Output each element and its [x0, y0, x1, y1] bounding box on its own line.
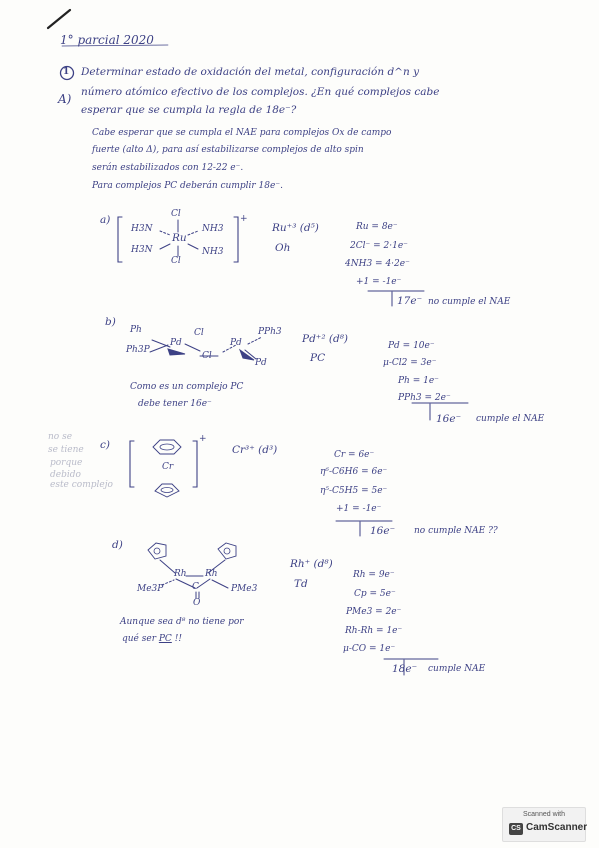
answer-line-2: fuerte (alto Δ), para así estabilizarse complejos de alto spin — [92, 145, 364, 155]
camscanner-logo-icon: CS — [509, 823, 523, 835]
faint-note-5: este complejo — [50, 480, 113, 490]
oxidation-state: Ru⁺³ (d⁵) — [272, 222, 319, 234]
camscanner-name: CamScanner — [526, 822, 588, 833]
page-title: 1° parcial 2020 — [60, 33, 154, 47]
ligand-h3n-bottom: H3N — [131, 245, 153, 255]
metal-cr: Cr — [162, 462, 174, 472]
bridge-cl-1: Cl — [194, 328, 204, 338]
metal-rh-right: Rh — [205, 569, 218, 579]
count-line-1: Ru = 8e⁻ — [356, 222, 398, 232]
count-line-4: PPh3 = 2e⁻ — [398, 393, 451, 403]
count-line-3: Ph = 1e⁻ — [398, 376, 439, 386]
count-line-1: Pd = 10e⁻ — [388, 341, 435, 351]
count-line-3: PMe3 = 2e⁻ — [346, 607, 402, 617]
note-line-1: Aunque sea d⁸ no tiene por — [120, 617, 244, 627]
ligand-nh3-bottom: NH3 — [202, 247, 224, 257]
electron-total: 16e⁻ — [370, 525, 396, 537]
count-line-3: η⁵-C5H5 = 5e⁻ — [320, 486, 388, 496]
note-line-1: Como es un complejo PC — [130, 382, 244, 392]
ligand-me3p: Me3P — [137, 584, 164, 594]
count-line-4: Rh-Rh = 1e⁻ — [345, 626, 403, 636]
complex-charge: + — [199, 434, 207, 444]
ligand-pme3: PMe3 — [231, 584, 258, 594]
ligand-ph: Ph — [130, 325, 142, 335]
geometry: Td — [294, 578, 308, 590]
ligand-ph3p: Ph3P — [126, 345, 150, 355]
bridge-cl-2: Cl — [202, 351, 212, 361]
count-line-2: Cp = 5e⁻ — [354, 589, 396, 599]
part-d-label: d) — [112, 539, 123, 551]
camscanner-badge — [502, 807, 586, 842]
ligand-pph3: PPh3 — [258, 327, 282, 337]
electron-total: 18e⁻ — [392, 663, 418, 675]
ligand-cl-top: Cl — [171, 209, 181, 219]
answer-label: A) — [58, 92, 72, 106]
count-line-2: η⁶-C6H6 = 6e⁻ — [320, 467, 388, 477]
question-line-1: Determinar estado de oxidación del metal, configuración d^n y — [81, 66, 420, 78]
count-line-4: +1 = -1e⁻ — [356, 277, 402, 287]
oxidation-state: Rh⁺ (d⁸) — [290, 558, 333, 570]
note-text: qué ser — [122, 634, 156, 644]
verdict: cumple el NAE — [476, 414, 545, 424]
faint-note-4: debido — [50, 470, 81, 480]
count-line-5: μ-CO = 1e⁻ — [343, 644, 396, 654]
electron-total: 17e⁻ — [397, 295, 423, 307]
carbonyl-c: C — [192, 582, 199, 592]
answer-line-1: Cabe esperar que se cumpla el NAE para complejos Ox de campo — [92, 128, 392, 138]
count-line-2: 2Cl⁻ = 2·1e⁻ — [350, 241, 408, 251]
verdict: no cumple NAE ?? — [414, 526, 498, 536]
note-line-2: debe tener 16e⁻ — [138, 399, 212, 409]
faint-note-3: porque — [50, 458, 83, 468]
oxidation-state: Cr³⁺ (d³) — [232, 444, 278, 456]
metal-ru: Ru — [172, 232, 187, 244]
count-line-4: +1 = -1e⁻ — [336, 504, 382, 514]
metal-pd-1: Pd — [170, 338, 182, 348]
part-a-label: a) — [100, 214, 111, 226]
geometry: Oh — [275, 242, 291, 254]
note-line-2 — [122, 634, 182, 644]
answer-line-4: Para complejos PC deberán cumplir 18e⁻. — [92, 181, 283, 191]
complex-charge: + — [240, 214, 248, 224]
ligand-cl-bottom: Cl — [171, 256, 181, 266]
electron-total: 16e⁻ — [436, 413, 462, 425]
note-exclaim: !! — [174, 634, 182, 644]
verdict: no cumple el NAE — [428, 297, 511, 307]
part-c-label: c) — [100, 439, 110, 451]
faint-note-2: se tiene — [48, 445, 84, 455]
count-line-1: Rh = 9e⁻ — [353, 570, 395, 580]
metal-pd-2: Pd — [230, 338, 242, 348]
metal-rh-left: Rh — [174, 569, 187, 579]
answer-line-3: serán estabilizados con 12-22 e⁻. — [92, 163, 244, 173]
faint-note-1: no se — [48, 432, 73, 442]
part-b-label: b) — [105, 316, 116, 328]
carbonyl-o: O — [193, 598, 201, 608]
note-emphasis: PC — [158, 634, 172, 644]
geometry: PC — [310, 352, 326, 364]
oxidation-state: Pd⁺² (d⁸) — [302, 333, 348, 345]
ligand-nh3-top: NH3 — [202, 224, 224, 234]
ligand-pd: Pd — [255, 358, 267, 368]
count-line-1: Cr = 6e⁻ — [334, 450, 375, 460]
count-line-2: μ-Cl2 = 3e⁻ — [383, 358, 437, 368]
scanned-with-text: Scanned with — [522, 811, 566, 818]
verdict: cumple NAE — [428, 664, 486, 674]
question-line-2: número atómico efectivo de los complejos. ¿En qué complejos cabe — [81, 86, 440, 98]
question-number: 1 — [63, 67, 70, 77]
question-line-3: esperar que se cumpla la regla de 18e⁻? — [81, 104, 297, 116]
count-line-3: 4NH3 = 4·2e⁻ — [345, 259, 410, 269]
ligand-h3n-top: H3N — [131, 224, 153, 234]
